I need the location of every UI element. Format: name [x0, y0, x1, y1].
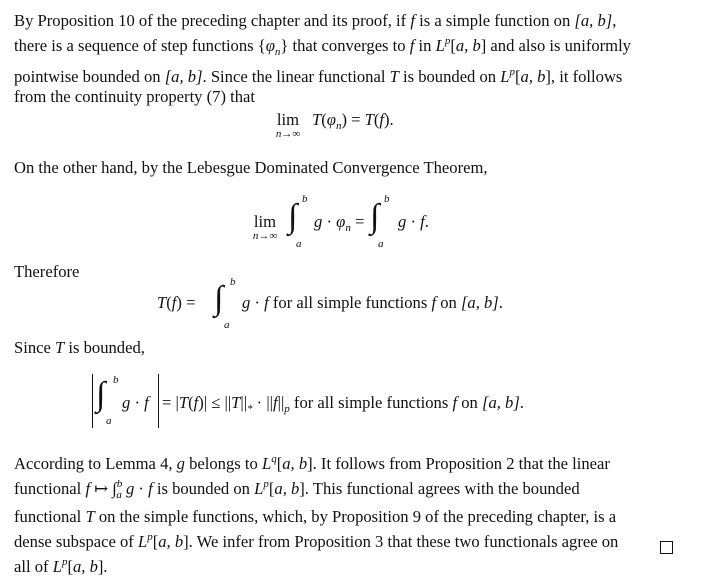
math-var: g [398, 212, 407, 231]
integral-sign: ∫ [288, 198, 298, 235]
text-line: from the continuity property (7) that [14, 87, 256, 106]
math-var: f [85, 479, 91, 498]
math-superscript: b [116, 478, 123, 490]
text-run: is bounded, [64, 338, 145, 357]
paragraph-proof-intro [14, 11, 674, 107]
math-superscript: p [444, 35, 451, 47]
text-run: for all simple functions [289, 393, 453, 412]
text-run: pointwise bounded on [14, 67, 165, 86]
math-interval: [a, b] [460, 293, 499, 312]
limit-word: lim [276, 110, 300, 129]
math-var: L [254, 479, 264, 498]
math-var: f [144, 393, 149, 412]
text-run: dense subspace of [14, 532, 138, 551]
math-var: f [409, 36, 415, 55]
math-text: ( [321, 110, 327, 129]
math-var: T [312, 110, 322, 129]
math-var: g [122, 393, 131, 412]
math-var: a, b [455, 36, 481, 55]
equation-body [312, 110, 394, 132]
math-var: φ [265, 36, 275, 55]
integrand-left [314, 212, 364, 234]
text-run: [ [276, 454, 283, 473]
integral-upper-bound: b [113, 374, 119, 386]
text-run: on [436, 293, 461, 312]
limit-subscript: n→∞ [252, 230, 278, 242]
integral-lower-bound: a [106, 415, 112, 427]
integrand-right [398, 212, 429, 232]
math-var: T [389, 67, 399, 86]
math-interval: [a, b] [574, 11, 613, 30]
text-run: . [519, 393, 524, 412]
qed-square-icon [660, 541, 673, 554]
integral-lower-bound: a [224, 319, 230, 331]
norm-inequality-and-condition [162, 393, 524, 415]
text-run: in [414, 36, 436, 55]
text-run: ], it follows [545, 67, 623, 86]
math-var: T [85, 507, 95, 526]
math-var: g [314, 212, 323, 231]
text-line [14, 527, 674, 552]
text-line [14, 338, 674, 358]
math-var: g [242, 293, 251, 312]
math-subscript: n [274, 46, 281, 58]
math-subscript: n [345, 222, 351, 234]
math-superscript: p [509, 66, 515, 78]
math-var: L [261, 454, 272, 473]
math-var: φ [336, 212, 346, 231]
math-superscript: p [263, 478, 269, 490]
math-var: f [148, 479, 153, 498]
math-var: T [157, 293, 167, 312]
text-run: [ [514, 67, 521, 86]
math-var: f [452, 393, 458, 412]
integral-lower-bound: a [378, 238, 384, 250]
math-text: = [350, 212, 365, 231]
text-line [14, 506, 674, 527]
math-text: · || [252, 393, 273, 412]
text-run: [ [268, 479, 275, 498]
integral-lower-bound: a [296, 238, 302, 250]
math-var: f [410, 11, 415, 30]
math-var: f [171, 293, 177, 312]
text-run: on [457, 393, 482, 412]
text-run: is a simple function on [414, 11, 575, 30]
math-subscript: * [247, 403, 253, 415]
integral-upper-bound: b [302, 193, 308, 205]
text-run: on the simple functions, which, by Proposition 9 of the preceding chapter, is a [94, 507, 617, 526]
math-text: || [277, 393, 285, 412]
text-run: belongs to [184, 454, 262, 473]
text-run: [ [67, 557, 73, 576]
integral-sign: ∫ [370, 198, 380, 235]
math-var: f [379, 110, 385, 129]
math-text: · [134, 479, 149, 498]
math-var: L [500, 67, 510, 86]
math-interval: [a, b] [481, 393, 520, 412]
math-text: . [424, 212, 429, 231]
math-text: ( [188, 393, 194, 412]
math-text: ( [166, 293, 172, 312]
math-var: T [178, 393, 189, 412]
math-text: · [250, 293, 265, 312]
limit-subscript: n→∞ [275, 128, 301, 140]
text-line: On the other hand, by the Lebesgue Dominated Convergence Theorem, [14, 158, 488, 177]
absolute-value-bar-right [158, 374, 159, 428]
text-run: functional [14, 507, 86, 526]
math-superscript: p [147, 531, 153, 543]
math-text: = | [162, 393, 179, 412]
math-var: f [420, 212, 425, 231]
equation-lhs [157, 293, 195, 313]
text-run: [ [450, 36, 456, 55]
math-var: a, b [520, 67, 546, 86]
paragraph-therefore [14, 262, 674, 282]
absolute-value-bar-left [92, 374, 93, 428]
integral-sign: ∫ [214, 280, 224, 317]
text-run: According to Lemma 4, [14, 454, 177, 473]
math-text: · [406, 212, 421, 231]
math-var: T [364, 110, 374, 129]
text-run: is bounded on [152, 479, 255, 498]
math-var: φ [326, 110, 336, 129]
math-var: f [264, 293, 269, 312]
math-var: f [273, 393, 278, 412]
math-var: a, b [72, 557, 98, 576]
limit-word: lim [253, 212, 277, 231]
math-text: ↦ [90, 479, 113, 498]
math-var: T [55, 338, 65, 357]
integral-sign-inline: ∫ [112, 479, 117, 498]
math-var: f [431, 293, 437, 312]
text-line [14, 474, 674, 506]
text-line [14, 31, 674, 62]
paragraph-dominated-convergence [14, 158, 674, 178]
math-superscript: q [271, 453, 277, 465]
text-run: By Proposition 10 of the preceding chapter and its proof, if [14, 11, 411, 30]
text-run: . [498, 293, 503, 312]
paragraph-conclusion [14, 449, 674, 577]
text-run: for all simple functions [268, 293, 432, 312]
text-line [14, 449, 674, 474]
math-var: g [125, 479, 135, 498]
math-var: a, b [282, 454, 308, 473]
math-var: f [193, 393, 199, 412]
integrand [122, 393, 149, 413]
text-run: ]. [97, 557, 108, 576]
math-var: T [231, 393, 241, 412]
integral-sign: ∫ [96, 376, 106, 413]
text-run: . Since the linear functional [202, 67, 390, 86]
integrand-and-condition [242, 293, 503, 313]
text-run: functional [14, 479, 86, 498]
math-interval: [a, b] [164, 67, 203, 86]
text-run: there is a sequence of step functions { [14, 36, 266, 55]
text-run: is bounded on [398, 67, 501, 86]
math-text: · [130, 393, 145, 412]
text-run: all of [14, 557, 53, 576]
math-text: || [240, 393, 248, 412]
text-run: Since [14, 338, 56, 357]
text-run: ] and also is uniformly [480, 36, 631, 55]
text-line [14, 11, 674, 31]
integral-upper-bound: b [230, 276, 236, 288]
text-run: ]. It follows from Proposition 2 that the linear [307, 454, 610, 473]
text-line [14, 552, 674, 577]
math-var: L [435, 36, 445, 55]
text-line [14, 62, 674, 87]
text-run: [ [152, 532, 159, 551]
math-var: g [176, 454, 185, 473]
math-text: ) = [176, 293, 196, 312]
integral-upper-bound: b [384, 193, 390, 205]
text-line: Therefore [14, 262, 80, 281]
math-superscript: p [61, 556, 68, 568]
text-run: , [612, 11, 617, 30]
math-subscript: n [335, 120, 342, 132]
limit-operator [245, 214, 285, 242]
math-text: )| ≤ || [198, 393, 232, 412]
math-var: L [52, 557, 62, 576]
math-subscript: p [284, 403, 290, 415]
math-text: ) = [341, 110, 365, 129]
math-text: ( [373, 110, 380, 129]
text-run: } that converges to [280, 36, 410, 55]
limit-operator [268, 112, 308, 140]
math-text: · [322, 212, 337, 231]
math-var: a, b [158, 532, 184, 551]
math-var: L [137, 532, 148, 551]
math-subscript: a [116, 489, 122, 501]
text-run: ]. This functional agrees with the bounded [299, 479, 580, 498]
text-run: ]. We infer from Proposition 3 that these two functionals agree on [183, 532, 619, 551]
paragraph-since-bounded [14, 338, 674, 358]
math-var: a, b [274, 479, 300, 498]
math-text: ). [384, 110, 394, 129]
